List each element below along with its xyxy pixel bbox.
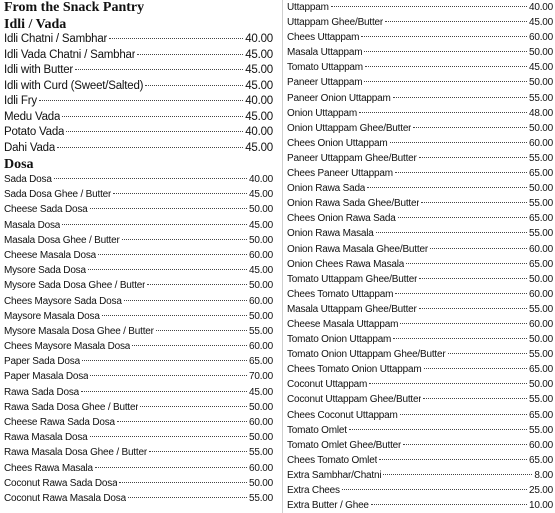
menu-item-name: Sada Dosa Ghee / Butter bbox=[4, 189, 112, 201]
menu-item-name: Tomato Onion Uttappam bbox=[287, 334, 392, 346]
menu-item-price: 55.00 bbox=[528, 424, 553, 436]
menu-item bbox=[287, 226, 553, 241]
menu-item-name: Idli with Curd (Sweet/Salted) bbox=[4, 79, 144, 92]
menu-item-price: 65.00 bbox=[528, 213, 553, 225]
menu-item bbox=[4, 415, 273, 430]
dot-leader bbox=[371, 504, 527, 505]
menu-item-price: 70.00 bbox=[248, 371, 273, 383]
menu-item-name: Dahi Vada bbox=[4, 141, 56, 154]
menu-item-price: 40.00 bbox=[245, 95, 273, 107]
menu-item bbox=[4, 491, 273, 506]
menu-item bbox=[4, 461, 273, 476]
dot-leader bbox=[117, 421, 247, 422]
dot-leader bbox=[364, 51, 527, 52]
menu-item-name: Mysore Sada Dosa bbox=[4, 265, 86, 277]
dot-leader bbox=[95, 467, 247, 468]
dot-leader bbox=[430, 248, 527, 249]
menu-item-price: 40.00 bbox=[245, 126, 273, 138]
dot-leader bbox=[390, 142, 527, 143]
menu-item-name: Coconut Uttappam Ghee/Butter bbox=[287, 394, 422, 406]
menu-item-price: 65.00 bbox=[528, 258, 553, 270]
dot-leader bbox=[413, 127, 527, 128]
dot-leader bbox=[376, 232, 527, 233]
menu-item-name: Chees Maysore Sada Dosa bbox=[4, 295, 122, 307]
dot-leader bbox=[149, 451, 247, 452]
dot-leader bbox=[423, 398, 526, 399]
menu-item-name: Paper Sada Dosa bbox=[4, 356, 80, 368]
menu-item-name: Idli Chatni / Sambhar bbox=[4, 33, 108, 45]
menu-item-price: 65.00 bbox=[528, 454, 553, 466]
menu-item-price: 50.00 bbox=[528, 77, 553, 89]
menu-item-name: Masala Dosa Ghee / Butter bbox=[4, 234, 120, 246]
dot-leader bbox=[364, 81, 527, 82]
menu-item-name: Paper Masala Dosa bbox=[4, 371, 89, 383]
menu-item-price: 55.00 bbox=[248, 325, 273, 337]
dot-leader bbox=[62, 116, 243, 117]
menu-item-name: Onion Rawa Masala bbox=[287, 228, 374, 240]
menu-item-name: Sada Dosa bbox=[4, 174, 52, 185]
menu-item-price: 8.00 bbox=[534, 469, 553, 481]
dot-leader bbox=[419, 278, 527, 279]
menu-item bbox=[4, 187, 273, 202]
menu-item-name: Chees Onion Uttappam bbox=[287, 137, 388, 149]
menu-item bbox=[4, 278, 273, 293]
menu-column-right bbox=[282, 0, 553, 513]
dot-leader bbox=[113, 193, 247, 194]
menu-item-price: 60.00 bbox=[528, 439, 553, 451]
menu-item bbox=[4, 339, 273, 354]
menu-item-price: 45.00 bbox=[528, 17, 553, 29]
menu-item-name: Coconut Rawa Sada Dosa bbox=[4, 477, 118, 489]
menu-item bbox=[4, 125, 273, 141]
menu-item bbox=[4, 294, 273, 309]
menu-item-price: 50.00 bbox=[528, 122, 553, 134]
menu-item-price: 60.00 bbox=[248, 341, 273, 353]
menu-item bbox=[4, 324, 273, 339]
menu-item-price: 50.00 bbox=[248, 280, 273, 292]
menu-item bbox=[4, 400, 273, 415]
dot-leader bbox=[398, 217, 527, 218]
menu-item-name: Onion Chees Rawa Masala bbox=[287, 258, 405, 270]
item-list bbox=[4, 172, 273, 506]
menu-item-name: Rawa Sada Dosa bbox=[4, 386, 80, 398]
menu-item-name: Cheese Masala Dosa bbox=[4, 249, 97, 261]
dot-leader bbox=[145, 85, 243, 86]
dot-leader bbox=[66, 131, 243, 132]
menu-item bbox=[287, 498, 553, 513]
menu-item-price: 50.00 bbox=[528, 273, 553, 285]
menu-item bbox=[287, 257, 553, 272]
dot-leader bbox=[424, 368, 527, 369]
dot-leader bbox=[124, 300, 247, 301]
dot-leader bbox=[403, 444, 527, 445]
menu-item bbox=[287, 181, 553, 196]
menu-item-price: 50.00 bbox=[528, 183, 553, 195]
menu-item bbox=[287, 302, 553, 317]
menu-item bbox=[287, 377, 553, 392]
menu-item bbox=[4, 218, 273, 233]
menu-item bbox=[287, 453, 553, 468]
dot-leader bbox=[62, 224, 247, 225]
menu-item-price: 60.00 bbox=[528, 32, 553, 44]
dot-leader bbox=[132, 345, 247, 346]
menu-item-name: Masala Uttappam bbox=[287, 47, 363, 59]
dot-leader bbox=[128, 497, 247, 498]
menu-item-price: 45.00 bbox=[248, 265, 273, 277]
dot-leader bbox=[383, 474, 532, 475]
menu-item-name: Onion Uttappam Ghee/Butter bbox=[287, 122, 412, 134]
menu-item-price: 55.00 bbox=[528, 152, 553, 164]
dot-leader bbox=[90, 208, 247, 209]
menu-item-price: 55.00 bbox=[248, 447, 273, 459]
menu-item-name: Chees Uttappam bbox=[287, 32, 360, 44]
dot-leader bbox=[395, 172, 527, 173]
menu-item bbox=[287, 423, 553, 438]
menu-item-price: 45.00 bbox=[248, 189, 273, 201]
dot-leader bbox=[54, 178, 247, 179]
menu-item-name: Chees Maysore Masala Dosa bbox=[4, 341, 131, 353]
menu-item-name: Chees Onion Rawa Sada bbox=[287, 213, 396, 225]
dot-leader bbox=[369, 383, 527, 384]
menu-item-price: 45.00 bbox=[245, 79, 273, 92]
dot-leader bbox=[39, 100, 243, 101]
menu-item-price: 45.00 bbox=[245, 48, 273, 61]
item-list bbox=[4, 32, 273, 156]
menu-item-name: Idli with Butter bbox=[4, 64, 74, 76]
menu-item bbox=[4, 430, 273, 445]
menu-item-price: 40.00 bbox=[245, 33, 273, 45]
dot-leader bbox=[349, 429, 527, 430]
menu-item bbox=[4, 445, 273, 460]
menu-item-name: Chees Coconut Uttappam bbox=[287, 409, 398, 421]
menu-item-price: 60.00 bbox=[248, 249, 273, 261]
dot-leader bbox=[367, 187, 527, 188]
menu-item-name: Chees Tomato Omlet bbox=[287, 454, 378, 466]
menu-item bbox=[287, 332, 553, 347]
section-dosa bbox=[4, 157, 273, 506]
menu-item bbox=[4, 141, 273, 157]
dot-leader bbox=[102, 315, 247, 316]
menu-item-price: 50.00 bbox=[528, 379, 553, 391]
dot-leader bbox=[393, 338, 527, 339]
dot-leader bbox=[395, 293, 527, 294]
menu-item bbox=[4, 476, 273, 491]
menu-item-name: Coconut Uttappam bbox=[287, 379, 368, 391]
menu-item bbox=[287, 242, 553, 257]
menu-item-price: 50.00 bbox=[248, 401, 273, 413]
menu-item-name: Uttappam bbox=[287, 2, 329, 13]
menu-item-name: Chees Tomato Onion Uttappam bbox=[287, 364, 422, 376]
dot-leader bbox=[361, 36, 527, 37]
section-uttappam bbox=[287, 0, 553, 513]
dot-leader bbox=[400, 323, 527, 324]
menu-item bbox=[287, 347, 553, 362]
section-idli-vada bbox=[4, 17, 273, 156]
menu-item-name: Tomato Onion Uttappam Ghee/Butter bbox=[287, 349, 446, 361]
menu-item-price: 65.00 bbox=[528, 364, 553, 376]
dot-leader bbox=[419, 157, 527, 158]
menu-item bbox=[287, 483, 553, 498]
menu-item bbox=[4, 32, 273, 48]
menu-item-price: 10.00 bbox=[528, 500, 553, 512]
menu-item bbox=[4, 354, 273, 369]
dot-leader bbox=[393, 97, 527, 98]
menu-item-name: Cheese Rawa Sada Dosa bbox=[4, 417, 115, 428]
menu-item-name: Coconut Rawa Masala Dosa bbox=[4, 492, 126, 504]
menu-item-price: 50.00 bbox=[528, 334, 553, 346]
dot-leader bbox=[119, 482, 247, 483]
menu-item-price: 45.00 bbox=[245, 141, 273, 154]
menu-item-name: Uttappam Ghee/Butter bbox=[287, 17, 384, 29]
dot-leader bbox=[400, 414, 527, 415]
menu-item bbox=[287, 272, 553, 287]
menu-item bbox=[4, 385, 273, 400]
menu-item-price: 55.00 bbox=[528, 303, 553, 315]
menu-item-price: 55.00 bbox=[528, 394, 553, 406]
menu-item-price: 60.00 bbox=[248, 417, 273, 428]
menu-item-price: 55.00 bbox=[248, 492, 273, 504]
menu-item-price: 65.00 bbox=[528, 409, 553, 421]
dot-leader bbox=[379, 459, 527, 460]
menu-item-price: 48.00 bbox=[528, 107, 553, 119]
menu-item-name: Chees Paneer Uttappam bbox=[287, 168, 393, 180]
menu-item-name: Chees Rawa Masala bbox=[4, 462, 93, 474]
menu-item bbox=[287, 106, 553, 121]
menu-item-name: Paneer Uttappam bbox=[287, 77, 363, 89]
menu-item bbox=[4, 110, 273, 126]
menu-item bbox=[4, 233, 273, 248]
menu-item-name: Masala Uttappam Ghee/Butter bbox=[287, 303, 417, 315]
menu-item-price: 60.00 bbox=[248, 462, 273, 474]
menu-item-price: 65.00 bbox=[528, 168, 553, 180]
dot-leader bbox=[122, 239, 247, 240]
menu-item bbox=[287, 362, 553, 377]
menu-item-price: 50.00 bbox=[248, 234, 273, 246]
menu-item bbox=[4, 263, 273, 278]
dot-leader bbox=[81, 391, 247, 392]
menu-item-price: 40.00 bbox=[248, 174, 273, 185]
dot-leader bbox=[109, 38, 243, 39]
menu-item-price: 60.00 bbox=[528, 288, 553, 300]
dot-leader bbox=[365, 66, 527, 67]
dot-leader bbox=[88, 269, 247, 270]
dot-leader bbox=[385, 21, 527, 22]
dot-leader bbox=[137, 54, 243, 55]
menu-item-price: 55.00 bbox=[528, 349, 553, 361]
menu-item-name: Tomato Omlet bbox=[287, 424, 347, 436]
menu-item-name: Cheese Masala Uttappam bbox=[287, 318, 399, 330]
dot-leader bbox=[147, 284, 247, 285]
menu-item-name: Paneer Onion Uttappam bbox=[287, 92, 391, 104]
menu-item-name: Chees Tomato Uttappam bbox=[287, 288, 394, 300]
menu-item-price: 55.00 bbox=[528, 228, 553, 240]
menu-item bbox=[4, 172, 273, 187]
menu-item bbox=[287, 136, 553, 151]
dot-leader bbox=[82, 360, 247, 361]
dot-leader bbox=[156, 330, 247, 331]
menu-item-name: Tomato Uttappam bbox=[287, 62, 363, 74]
menu-item bbox=[4, 48, 273, 64]
menu-item-name: Mysore Masala Dosa Ghee / Butter bbox=[4, 325, 154, 337]
menu-item-name: Idli Fry bbox=[4, 95, 37, 107]
menu-item-price: 65.00 bbox=[248, 356, 273, 368]
menu-item-name: Extra Chees bbox=[287, 485, 340, 496]
dot-leader bbox=[90, 375, 247, 376]
dot-leader bbox=[421, 202, 527, 203]
dot-leader bbox=[98, 254, 247, 255]
menu-item-name: Onion Rawa Masala Ghee/Butter bbox=[287, 243, 428, 255]
menu-item-price: 25.00 bbox=[528, 485, 553, 496]
menu-item bbox=[287, 392, 553, 407]
menu-item-name: Onion Rawa Sada Ghee/Butter bbox=[287, 198, 420, 210]
menu-item bbox=[287, 196, 553, 211]
menu-item-name: Onion Rawa Sada bbox=[287, 183, 366, 195]
menu-item-price: 55.00 bbox=[528, 198, 553, 210]
menu-item-name: Rawa Masala Dosa bbox=[4, 432, 88, 444]
menu-item-price: 50.00 bbox=[248, 477, 273, 489]
menu-item bbox=[287, 121, 553, 136]
menu-item bbox=[287, 211, 553, 226]
menu-item-price: 45.00 bbox=[245, 110, 273, 123]
menu-item bbox=[287, 15, 553, 30]
menu-item bbox=[287, 166, 553, 181]
menu-item bbox=[287, 287, 553, 302]
menu-item-name: Mysore Sada Dosa Ghee / Butter bbox=[4, 280, 146, 292]
menu-item-price: 60.00 bbox=[528, 137, 553, 149]
dot-leader bbox=[342, 489, 527, 490]
menu-item bbox=[287, 0, 553, 15]
menu-item bbox=[287, 438, 553, 453]
section-heading: Idli / Vada bbox=[4, 17, 67, 32]
menu-item-name: Tomato Omlet Ghee/Butter bbox=[287, 439, 402, 451]
menu-item-name: Medu Vada bbox=[4, 110, 61, 123]
menu-title: From the Snack Pantry bbox=[4, 0, 145, 15]
menu-item-price: 60.00 bbox=[528, 243, 553, 255]
section-heading: Dosa bbox=[4, 157, 34, 172]
menu-item bbox=[4, 94, 273, 110]
dot-leader bbox=[331, 6, 527, 7]
menu-item-name: Masala Dosa bbox=[4, 219, 61, 231]
menu-item-name: Potato Vada bbox=[4, 126, 65, 138]
menu-item-name: Rawa Masala Dosa Ghee / Butter bbox=[4, 447, 147, 459]
menu-column-left bbox=[4, 0, 273, 506]
menu-item-name: Tomato Uttappam Ghee/Butter bbox=[287, 273, 418, 285]
menu-item bbox=[4, 79, 273, 95]
menu-item bbox=[287, 468, 553, 483]
menu-item-name: Idli Vada Chatni / Sambhar bbox=[4, 48, 136, 61]
menu-item-price: 45.00 bbox=[528, 62, 553, 74]
dot-leader bbox=[140, 406, 246, 407]
menu-item-name: Extra Sambhar/Chatni bbox=[287, 469, 382, 481]
menu-item bbox=[287, 60, 553, 75]
menu-item bbox=[287, 30, 553, 45]
menu-item bbox=[287, 45, 553, 60]
menu-item-name: Onion Uttappam bbox=[287, 107, 358, 119]
dot-leader bbox=[406, 263, 527, 264]
menu-item-price: 40.00 bbox=[528, 2, 553, 13]
menu-item-price: 50.00 bbox=[248, 432, 273, 444]
menu-item-price: 45.00 bbox=[245, 64, 273, 76]
menu-item-price: 50.00 bbox=[248, 310, 273, 322]
menu-item-price: 60.00 bbox=[248, 295, 273, 307]
dot-leader bbox=[448, 353, 527, 354]
dot-leader bbox=[90, 436, 247, 437]
menu-item bbox=[4, 309, 273, 324]
menu-item bbox=[287, 151, 553, 166]
menu-item-price: 45.00 bbox=[248, 219, 273, 231]
menu-item bbox=[287, 317, 553, 332]
dot-leader bbox=[57, 147, 243, 148]
dot-leader bbox=[359, 112, 527, 113]
menu-item bbox=[4, 248, 273, 263]
menu-item-name: Paneer Uttappam Ghee/Butter bbox=[287, 152, 417, 164]
menu-item-price: 60.00 bbox=[528, 318, 553, 330]
menu-item-price: 45.00 bbox=[248, 386, 273, 398]
menu-item bbox=[287, 75, 553, 90]
menu-item-name: Extra Butter / Ghee bbox=[287, 500, 369, 512]
menu-item-name: Maysore Masala Dosa bbox=[4, 310, 100, 322]
menu-item-price: 55.00 bbox=[528, 92, 553, 104]
menu-item bbox=[4, 63, 273, 79]
menu-item bbox=[287, 408, 553, 423]
menu-item-price: 50.00 bbox=[248, 204, 273, 216]
menu-item bbox=[4, 202, 273, 217]
dot-leader bbox=[75, 69, 243, 70]
menu-item bbox=[287, 91, 553, 106]
menu-item-name: Rawa Sada Dosa Ghee / Butter bbox=[4, 401, 139, 413]
menu-item-name: Cheese Sada Dosa bbox=[4, 204, 88, 216]
menu-item bbox=[4, 369, 273, 384]
menu-item-price: 50.00 bbox=[528, 47, 553, 59]
dot-leader bbox=[419, 308, 527, 309]
item-list bbox=[287, 0, 553, 513]
